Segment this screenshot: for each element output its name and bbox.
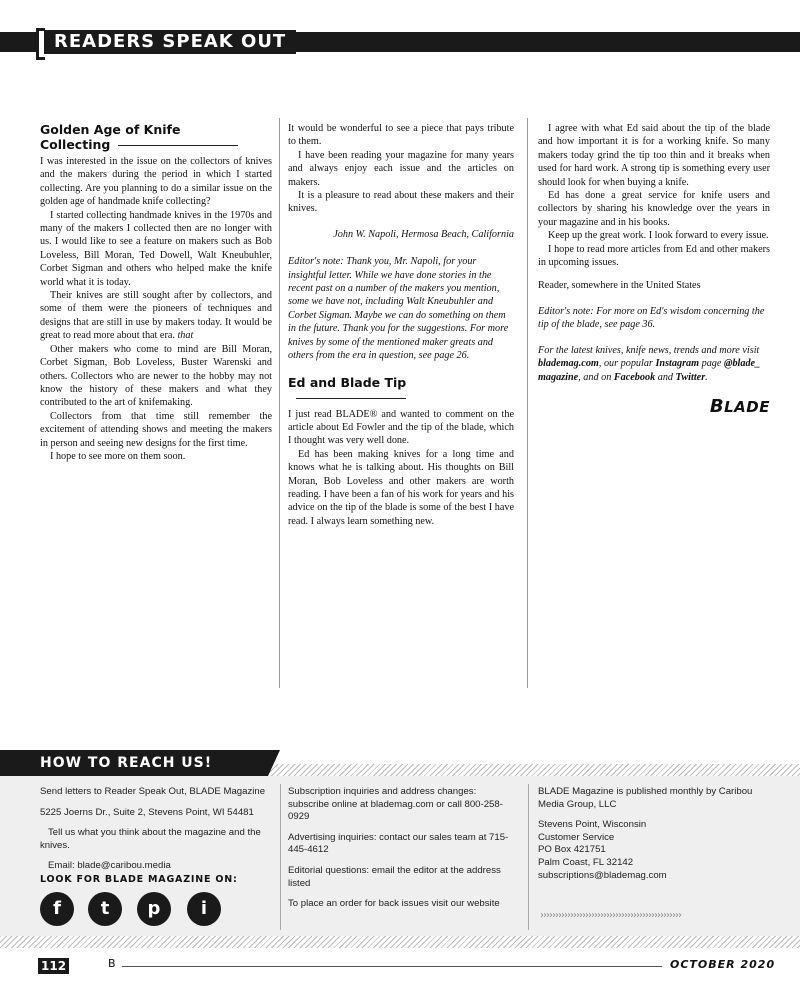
letter-heading-golden-age: Golden Age of Knife Collecting	[40, 122, 272, 152]
footer-text: BLADE Magazine is published monthly by Caribou Media Group, LLC	[538, 786, 753, 810]
footer-column-2	[288, 786, 510, 919]
editors-note: Editor's note: Thank you, Mr. Napoli, for your insightful letter. While we have done stories in the recent past on a number of the makers you mention, some we have not, including Walt Kneubuhler and Corbet Sigman. Maybe we can do something on them in the future. Thank you for the suggestions. For more knives by some of the mentioned maker greats and others from the era in question, see page 26.	[288, 256, 509, 362]
footer-text: To place an order for back issues visit our website	[288, 898, 500, 910]
footer-text: Advertising inquiries: contact our sales team at 715-445-4612	[288, 831, 509, 856]
footer-brand-letter: B	[108, 957, 116, 970]
reach-us-heading: HOW TO REACH US!	[0, 750, 268, 776]
look-for-label: LOOK FOR BLADE MAGAZINE ON:	[40, 874, 238, 885]
paragraph: I was interested in the issue on the collectors of knives and the makers during the period in which I started collecting. Are you planning to do a similar issue on the golden age of handmade knife collecting?	[40, 156, 272, 208]
paragraph: Collectors from that time still remember the excitement of attending shows and meeting the makers in person and seeing new designs for the first time.	[40, 410, 272, 449]
letter-column-1	[40, 122, 272, 463]
paragraph: It would be wonderful to see a piece that pays tribute to them.	[288, 123, 514, 148]
italic-word: that	[177, 330, 194, 342]
blade-logo: BLADE	[709, 395, 770, 417]
paragraph: Other makers who come to mind are Bill Moran, Corbet Sigman, Bob Loveless, Buster Warenski and others. Collectors who are newer to the hobby may not know the history of these makers and what they contributed to the art of knifemaking.	[40, 343, 272, 409]
section-title: READERS SPEAK OUT	[44, 30, 296, 54]
paragraph: I hope to read more articles from Ed and other makers in upcoming issues.	[538, 243, 770, 269]
footer-hatch-bottom	[0, 936, 800, 948]
footer-column-3	[538, 786, 770, 882]
footer-text: Send letters to Reader Speak Out, BLADE Magazine	[40, 786, 266, 797]
paragraph: I hope to see more on them soon.	[50, 450, 186, 462]
twitter-icon[interactable]: t	[88, 892, 122, 926]
footer-email[interactable]: subscriptions@blademag.com	[538, 869, 667, 881]
pinterest-icon[interactable]: p	[137, 892, 171, 926]
footer-divider	[528, 784, 529, 930]
footer-column-1	[40, 786, 268, 881]
paragraph: I started collecting handmade knives in the 1970s and many of the makers I collected then are no longer with us. I would like to see a feature on makers such as Bob Loveless, Bill Moran, Ted Dowell, Walt Kneubuhler, Corbet Sigman and others who helped make the knife world what it is today.	[40, 209, 272, 288]
paragraph: Keep up the great work. I look forward to every issue.	[548, 230, 769, 242]
instagram-icon[interactable]: i	[187, 892, 221, 926]
letter-signature: John W. Napoli, Hermosa Beach, California	[333, 228, 514, 240]
footer-text: Tell us what you think about the magazine and the knives.	[40, 827, 261, 851]
footer-email[interactable]: Email: blade@caribou.media	[48, 860, 171, 872]
paragraph: Ed has done a great service for knife users and collectors by sharing his knowledge over the years in your magazine and in his books.	[538, 190, 770, 228]
reach-us-tip	[268, 750, 280, 776]
facebook-icon[interactable]: f	[40, 892, 74, 926]
footer-text: 5225 Joerns Dr., Suite 2, Stevens Point, WI 54481	[40, 806, 254, 818]
instagram-handle[interactable]: @blade_ magazine	[538, 358, 761, 383]
paragraph: Their knives are still sought after by collectors, and some of them were the pioneers of techniques and designs that are still in use by makers today. It would be great to read more about that era. that	[40, 290, 272, 342]
letter-signature: Reader, somewhere in the United States	[538, 280, 701, 292]
footer-text: Customer Service	[538, 831, 615, 843]
footer-rule	[122, 966, 662, 967]
chevron-decoration: ›››››››››››››››››››››››››››››››››››››››››››››››	[540, 910, 681, 921]
editors-note: Editor's note: For more on Ed's wisdom concerning the tip of the blade, see page 36.	[538, 305, 765, 331]
column-divider	[279, 118, 280, 688]
column-divider	[527, 118, 528, 688]
paragraph: I agree with what Ed said about the tip of the blade and how important it is for a working knife. So many makers today grind the tip too thin and it breaks when used for hard work. A strong tip is something every user should look for when buying a knife.	[538, 123, 770, 188]
paragraph: It is a pleasure to read about these makers and their knives.	[288, 190, 514, 215]
footer-divider	[280, 784, 281, 930]
page-number: 112	[38, 958, 69, 974]
issue-date: OCTOBER 2020	[670, 958, 776, 971]
website-link[interactable]: blademag.com	[538, 358, 599, 370]
footer-text: Stevens Point, Wisconsin	[538, 819, 647, 831]
letter-heading-ed-and-blade-tip: Ed and Blade Tip	[288, 375, 514, 405]
footer-text: Editorial questions: email the editor at the address listed	[288, 864, 501, 889]
paragraph: Ed has been making knives for a long time and knows what he is talking about. His thoughts on Bill Moran, Bob Loveless and other makers are worth reading. I have been a fan of his work for years and his advice on the tip of the blade is some of the best I have read. I always learn something new.	[288, 448, 514, 527]
footer-text: Palm Coast, FL 32142	[538, 856, 634, 868]
paragraph: I just read BLADE® and wanted to comment on the article about Ed Fowler and the tip of the blade, which I thought was very well done.	[288, 408, 514, 447]
promo-text: For the latest knives, knife news, trends and more visit blademag.com, our popular Instagram page @blade_ magazine, and on Facebook and Twitter.	[538, 344, 761, 383]
footer-text: Subscription inquiries and address changes: subscribe online at blademag.com or call 800-258-0929	[288, 786, 503, 823]
letter-column-2	[288, 122, 514, 528]
paragraph: I have been reading your magazine for many years and always enjoy each issue and the articles on makers.	[288, 149, 514, 188]
footer-text: PO Box 421751	[538, 844, 606, 856]
letter-column-3	[538, 122, 770, 417]
